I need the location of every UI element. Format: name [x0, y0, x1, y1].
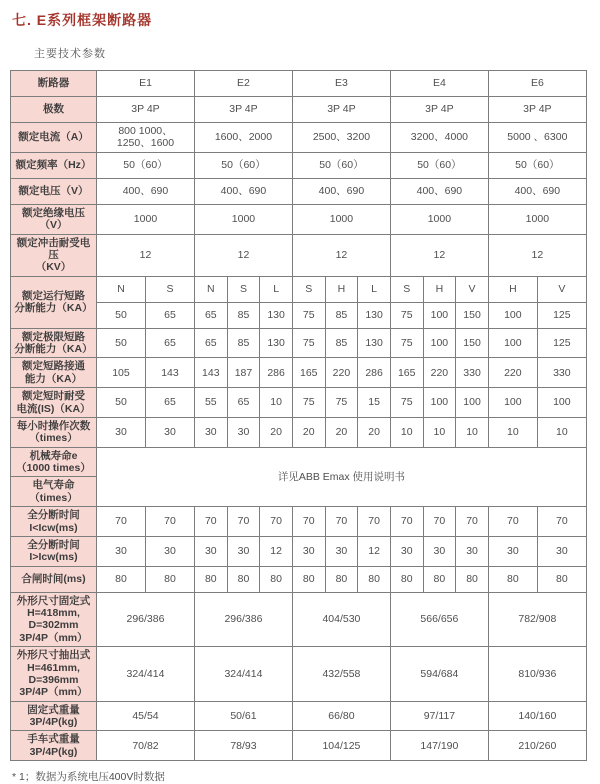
- table-cell: 3P 4P: [488, 97, 586, 123]
- table-cell: 80: [456, 566, 489, 592]
- table-cell: 50（60）: [194, 152, 292, 178]
- table-cell: 400、690: [390, 178, 488, 204]
- table-cell: 75: [390, 302, 423, 328]
- table-cell: L: [358, 276, 391, 302]
- table-cell: 296/386: [194, 592, 292, 647]
- table-cell: 30: [537, 536, 586, 566]
- table-cell: 20: [325, 417, 358, 447]
- table-cell: 400、690: [488, 178, 586, 204]
- page-title: 七. E系列框架断路器: [12, 12, 153, 28]
- table-cell: 70: [325, 507, 358, 537]
- row-label: 外形尺寸抽出式 H=461mm, D=396mm 3P/4P（mm）: [11, 647, 97, 702]
- table-cell: 65: [194, 302, 227, 328]
- table-cell: 130: [358, 328, 391, 358]
- table-row: [11, 204, 587, 234]
- table-cell: 70: [456, 507, 489, 537]
- table-row: [11, 566, 587, 592]
- table-cell: 324/414: [97, 647, 195, 702]
- table-cell: 30: [227, 536, 260, 566]
- table-cell: 50: [97, 388, 146, 418]
- table-cell: 50（60）: [97, 152, 195, 178]
- table-cell: 65: [194, 328, 227, 358]
- table-cell: 3200、4000: [390, 123, 488, 153]
- table-cell: 10: [423, 417, 456, 447]
- row-label: 断路器: [11, 71, 97, 97]
- table-row: [11, 731, 587, 761]
- row-label: 全分断时间 I<Icw(ms): [11, 507, 97, 537]
- table-cell: 70: [145, 507, 194, 537]
- row-label: 固定式重量 3P/4P(kg): [11, 701, 97, 731]
- table-cell: 30: [194, 417, 227, 447]
- table-cell: N: [194, 276, 227, 302]
- table-cell: 330: [456, 358, 489, 388]
- table-cell: 50（60）: [488, 152, 586, 178]
- row-label: 额定频率（Hz）: [11, 152, 97, 178]
- table-cell: 10: [260, 388, 293, 418]
- table-cell: 3P 4P: [292, 97, 390, 123]
- table-cell: 3P 4P: [97, 97, 195, 123]
- table-cell: S: [292, 276, 325, 302]
- table-cell: 400、690: [292, 178, 390, 204]
- table-cell: 55: [194, 388, 227, 418]
- table-cell: E2: [194, 71, 292, 97]
- table-cell: 20: [292, 417, 325, 447]
- table-cell: 800 1000、 1250、1600: [97, 123, 195, 153]
- table-row: [11, 647, 587, 702]
- table-cell: 70: [537, 507, 586, 537]
- table-cell: 10: [456, 417, 489, 447]
- table-cell: 50/61: [194, 701, 292, 731]
- table-cell: 100: [488, 388, 537, 418]
- row-label: 额定运行短路 分断能力（KA）: [11, 276, 97, 328]
- row-label: 合闸时间(ms): [11, 566, 97, 592]
- row-label: 额定电压（V）: [11, 178, 97, 204]
- table-cell: S: [145, 276, 194, 302]
- table-cell: E3: [292, 71, 390, 97]
- table-cell: 80: [145, 566, 194, 592]
- row-label: 额定绝缘电压（V）: [11, 204, 97, 234]
- table-cell: 400、690: [97, 178, 195, 204]
- table-cell: 30: [423, 536, 456, 566]
- table-cell: 3P 4P: [390, 97, 488, 123]
- table-cell: 15: [358, 388, 391, 418]
- table-cell: 12: [488, 234, 586, 276]
- table-cell: 66/80: [292, 701, 390, 731]
- table-cell: L: [260, 276, 293, 302]
- table-cell: 80: [194, 566, 227, 592]
- table-cell: 1000: [292, 204, 390, 234]
- table-cell: N: [97, 276, 146, 302]
- table-cell: 143: [145, 358, 194, 388]
- table-row: [11, 234, 587, 276]
- table-cell: 80: [423, 566, 456, 592]
- table-row: [11, 447, 587, 477]
- table-cell: 324/414: [194, 647, 292, 702]
- table-cell: 75: [390, 328, 423, 358]
- table-cell: 100: [423, 302, 456, 328]
- table-cell: 12: [97, 234, 195, 276]
- table-cell: 105: [97, 358, 146, 388]
- table-cell: 187: [227, 358, 260, 388]
- table-cell: 125: [537, 302, 586, 328]
- table-row: [11, 71, 587, 97]
- table-cell: 594/684: [390, 647, 488, 702]
- table-cell: 30: [227, 417, 260, 447]
- table-cell: 10: [390, 417, 423, 447]
- table-cell: V: [456, 276, 489, 302]
- table-cell: 85: [325, 328, 358, 358]
- table-cell: 65: [227, 388, 260, 418]
- table-cell: 20: [260, 417, 293, 447]
- table-cell: H: [325, 276, 358, 302]
- table-cell: 30: [488, 536, 537, 566]
- table-row: [11, 536, 587, 566]
- table-cell: 10: [488, 417, 537, 447]
- table-cell: 286: [358, 358, 391, 388]
- table-cell: 100: [423, 328, 456, 358]
- table-cell: 75: [292, 388, 325, 418]
- table-cell: 70: [358, 507, 391, 537]
- table-row: [11, 328, 587, 358]
- table-cell: 65: [145, 388, 194, 418]
- table-cell: 30: [292, 536, 325, 566]
- table-cell: 150: [456, 302, 489, 328]
- table-cell: 65: [145, 328, 194, 358]
- table-cell: 97/117: [390, 701, 488, 731]
- table-cell: 70: [292, 507, 325, 537]
- table-cell: 75: [292, 302, 325, 328]
- table-cell: 2500、3200: [292, 123, 390, 153]
- table-cell: 12: [358, 536, 391, 566]
- table-cell: 75: [390, 388, 423, 418]
- table-cell: 70: [488, 507, 537, 537]
- table-row: [11, 302, 587, 328]
- table-cell: 100: [537, 388, 586, 418]
- table-cell: 147/190: [390, 731, 488, 761]
- table-cell: 140/160: [488, 701, 586, 731]
- row-label: 外形尺寸固定式 H=418mm, D=302mm 3P/4P（mm）: [11, 592, 97, 647]
- table-cell: 330: [537, 358, 586, 388]
- table-cell: 782/908: [488, 592, 586, 647]
- table-cell: 1600、2000: [194, 123, 292, 153]
- table-row: [11, 152, 587, 178]
- table-cell: 78/93: [194, 731, 292, 761]
- table-cell: 20: [358, 417, 391, 447]
- table-cell: 30: [194, 536, 227, 566]
- table-cell: 50（60）: [292, 152, 390, 178]
- table-cell: 12: [260, 536, 293, 566]
- table-cell: 12: [292, 234, 390, 276]
- row-label: 额定短路接通 能力（KA）: [11, 358, 97, 388]
- table-cell: 165: [390, 358, 423, 388]
- table-row: [11, 701, 587, 731]
- table-row: [11, 123, 587, 153]
- table-cell: V: [537, 276, 586, 302]
- table-cell: 80: [537, 566, 586, 592]
- table-row: [11, 507, 587, 537]
- table-cell: 80: [227, 566, 260, 592]
- table-cell: S: [227, 276, 260, 302]
- table-cell: 50（60）: [390, 152, 488, 178]
- table-cell: S: [390, 276, 423, 302]
- table-cell: 80: [292, 566, 325, 592]
- table-cell: 220: [325, 358, 358, 388]
- table-cell: 30: [390, 536, 423, 566]
- table-cell: 104/125: [292, 731, 390, 761]
- table-row: [11, 97, 587, 123]
- table-row: [11, 178, 587, 204]
- table-cell: 50: [97, 328, 146, 358]
- table-cell: 296/386: [97, 592, 195, 647]
- table-cell: 12: [390, 234, 488, 276]
- table-cell: 30: [97, 536, 146, 566]
- table-cell: 30: [325, 536, 358, 566]
- table-cell: 12: [194, 234, 292, 276]
- row-label: 每小时操作次数 （times）: [11, 417, 97, 447]
- row-label: 额定冲击耐受电压 （KV）: [11, 234, 97, 276]
- row-label: 极数: [11, 97, 97, 123]
- table-cell: 286: [260, 358, 293, 388]
- table-row: [11, 388, 587, 418]
- table-cell: 70: [423, 507, 456, 537]
- table-cell: 70/82: [97, 731, 195, 761]
- table-cell: 220: [423, 358, 456, 388]
- table-cell: 85: [227, 328, 260, 358]
- table-cell: 80: [390, 566, 423, 592]
- table-cell: 130: [260, 302, 293, 328]
- row-label: 额定电流（A）: [11, 123, 97, 153]
- table-cell: 130: [260, 328, 293, 358]
- table-cell: 100: [456, 388, 489, 418]
- table-cell: 70: [97, 507, 146, 537]
- table-cell: 432/558: [292, 647, 390, 702]
- table-cell: 210/260: [488, 731, 586, 761]
- page-subtitle: 主要技术参数: [34, 48, 106, 60]
- table-cell: 80: [260, 566, 293, 592]
- table-cell: 70: [390, 507, 423, 537]
- table-cell: 150: [456, 328, 489, 358]
- table-cell: 1000: [488, 204, 586, 234]
- table-cell: 1000: [194, 204, 292, 234]
- table-cell: 70: [260, 507, 293, 537]
- table-row: [11, 358, 587, 388]
- table-cell: 100: [488, 302, 537, 328]
- table-cell: 30: [97, 417, 146, 447]
- table-cell: 400、690: [194, 178, 292, 204]
- table-cell: E6: [488, 71, 586, 97]
- table-cell: 566/656: [390, 592, 488, 647]
- table-cell: E4: [390, 71, 488, 97]
- table-cell: 1000: [97, 204, 195, 234]
- table-cell: H: [488, 276, 537, 302]
- spec-table-body: [11, 71, 587, 761]
- table-cell: 80: [358, 566, 391, 592]
- table-cell: 85: [227, 302, 260, 328]
- row-label: 额定极限短路 分断能力（KA）: [11, 328, 97, 358]
- table-cell: 125: [537, 328, 586, 358]
- table-cell: 75: [292, 328, 325, 358]
- table-cell: 130: [358, 302, 391, 328]
- table-row: [11, 592, 587, 647]
- table-cell: 80: [488, 566, 537, 592]
- table-row: [11, 276, 587, 302]
- table-cell: 详见ABB Emax 使用说明书: [97, 447, 587, 507]
- table-cell: H: [423, 276, 456, 302]
- footnote: * 1；数据为系统电压400V时数据: [12, 771, 165, 784]
- table-cell: 30: [145, 417, 194, 447]
- row-label: 机械寿命e （1000 times）: [11, 447, 97, 477]
- table-cell: 165: [292, 358, 325, 388]
- table-cell: 80: [97, 566, 146, 592]
- table-cell: 30: [145, 536, 194, 566]
- table-cell: 80: [325, 566, 358, 592]
- table-cell: 65: [145, 302, 194, 328]
- row-label: 额定短时耐受 电流(IS)（KA）: [11, 388, 97, 418]
- table-cell: 3P 4P: [194, 97, 292, 123]
- row-label: 电气寿命（times）: [11, 477, 97, 507]
- table-cell: 404/530: [292, 592, 390, 647]
- row-label: 手车式重量 3P/4P(kg): [11, 731, 97, 761]
- table-cell: 30: [456, 536, 489, 566]
- table-cell: 220: [488, 358, 537, 388]
- table-cell: 50: [97, 302, 146, 328]
- table-cell: 143: [194, 358, 227, 388]
- table-cell: E1: [97, 71, 195, 97]
- table-cell: 70: [227, 507, 260, 537]
- row-label: 全分断时间 I>Icw(ms): [11, 536, 97, 566]
- spec-table: [10, 70, 587, 761]
- table-cell: 100: [423, 388, 456, 418]
- table-cell: 1000: [390, 204, 488, 234]
- table-row: [11, 417, 587, 447]
- table-cell: 10: [537, 417, 586, 447]
- table-cell: 810/936: [488, 647, 586, 702]
- table-cell: 5000 、6300: [488, 123, 586, 153]
- table-cell: 45/54: [97, 701, 195, 731]
- table-cell: 85: [325, 302, 358, 328]
- table-cell: 70: [194, 507, 227, 537]
- table-cell: 75: [325, 388, 358, 418]
- table-cell: 100: [488, 328, 537, 358]
